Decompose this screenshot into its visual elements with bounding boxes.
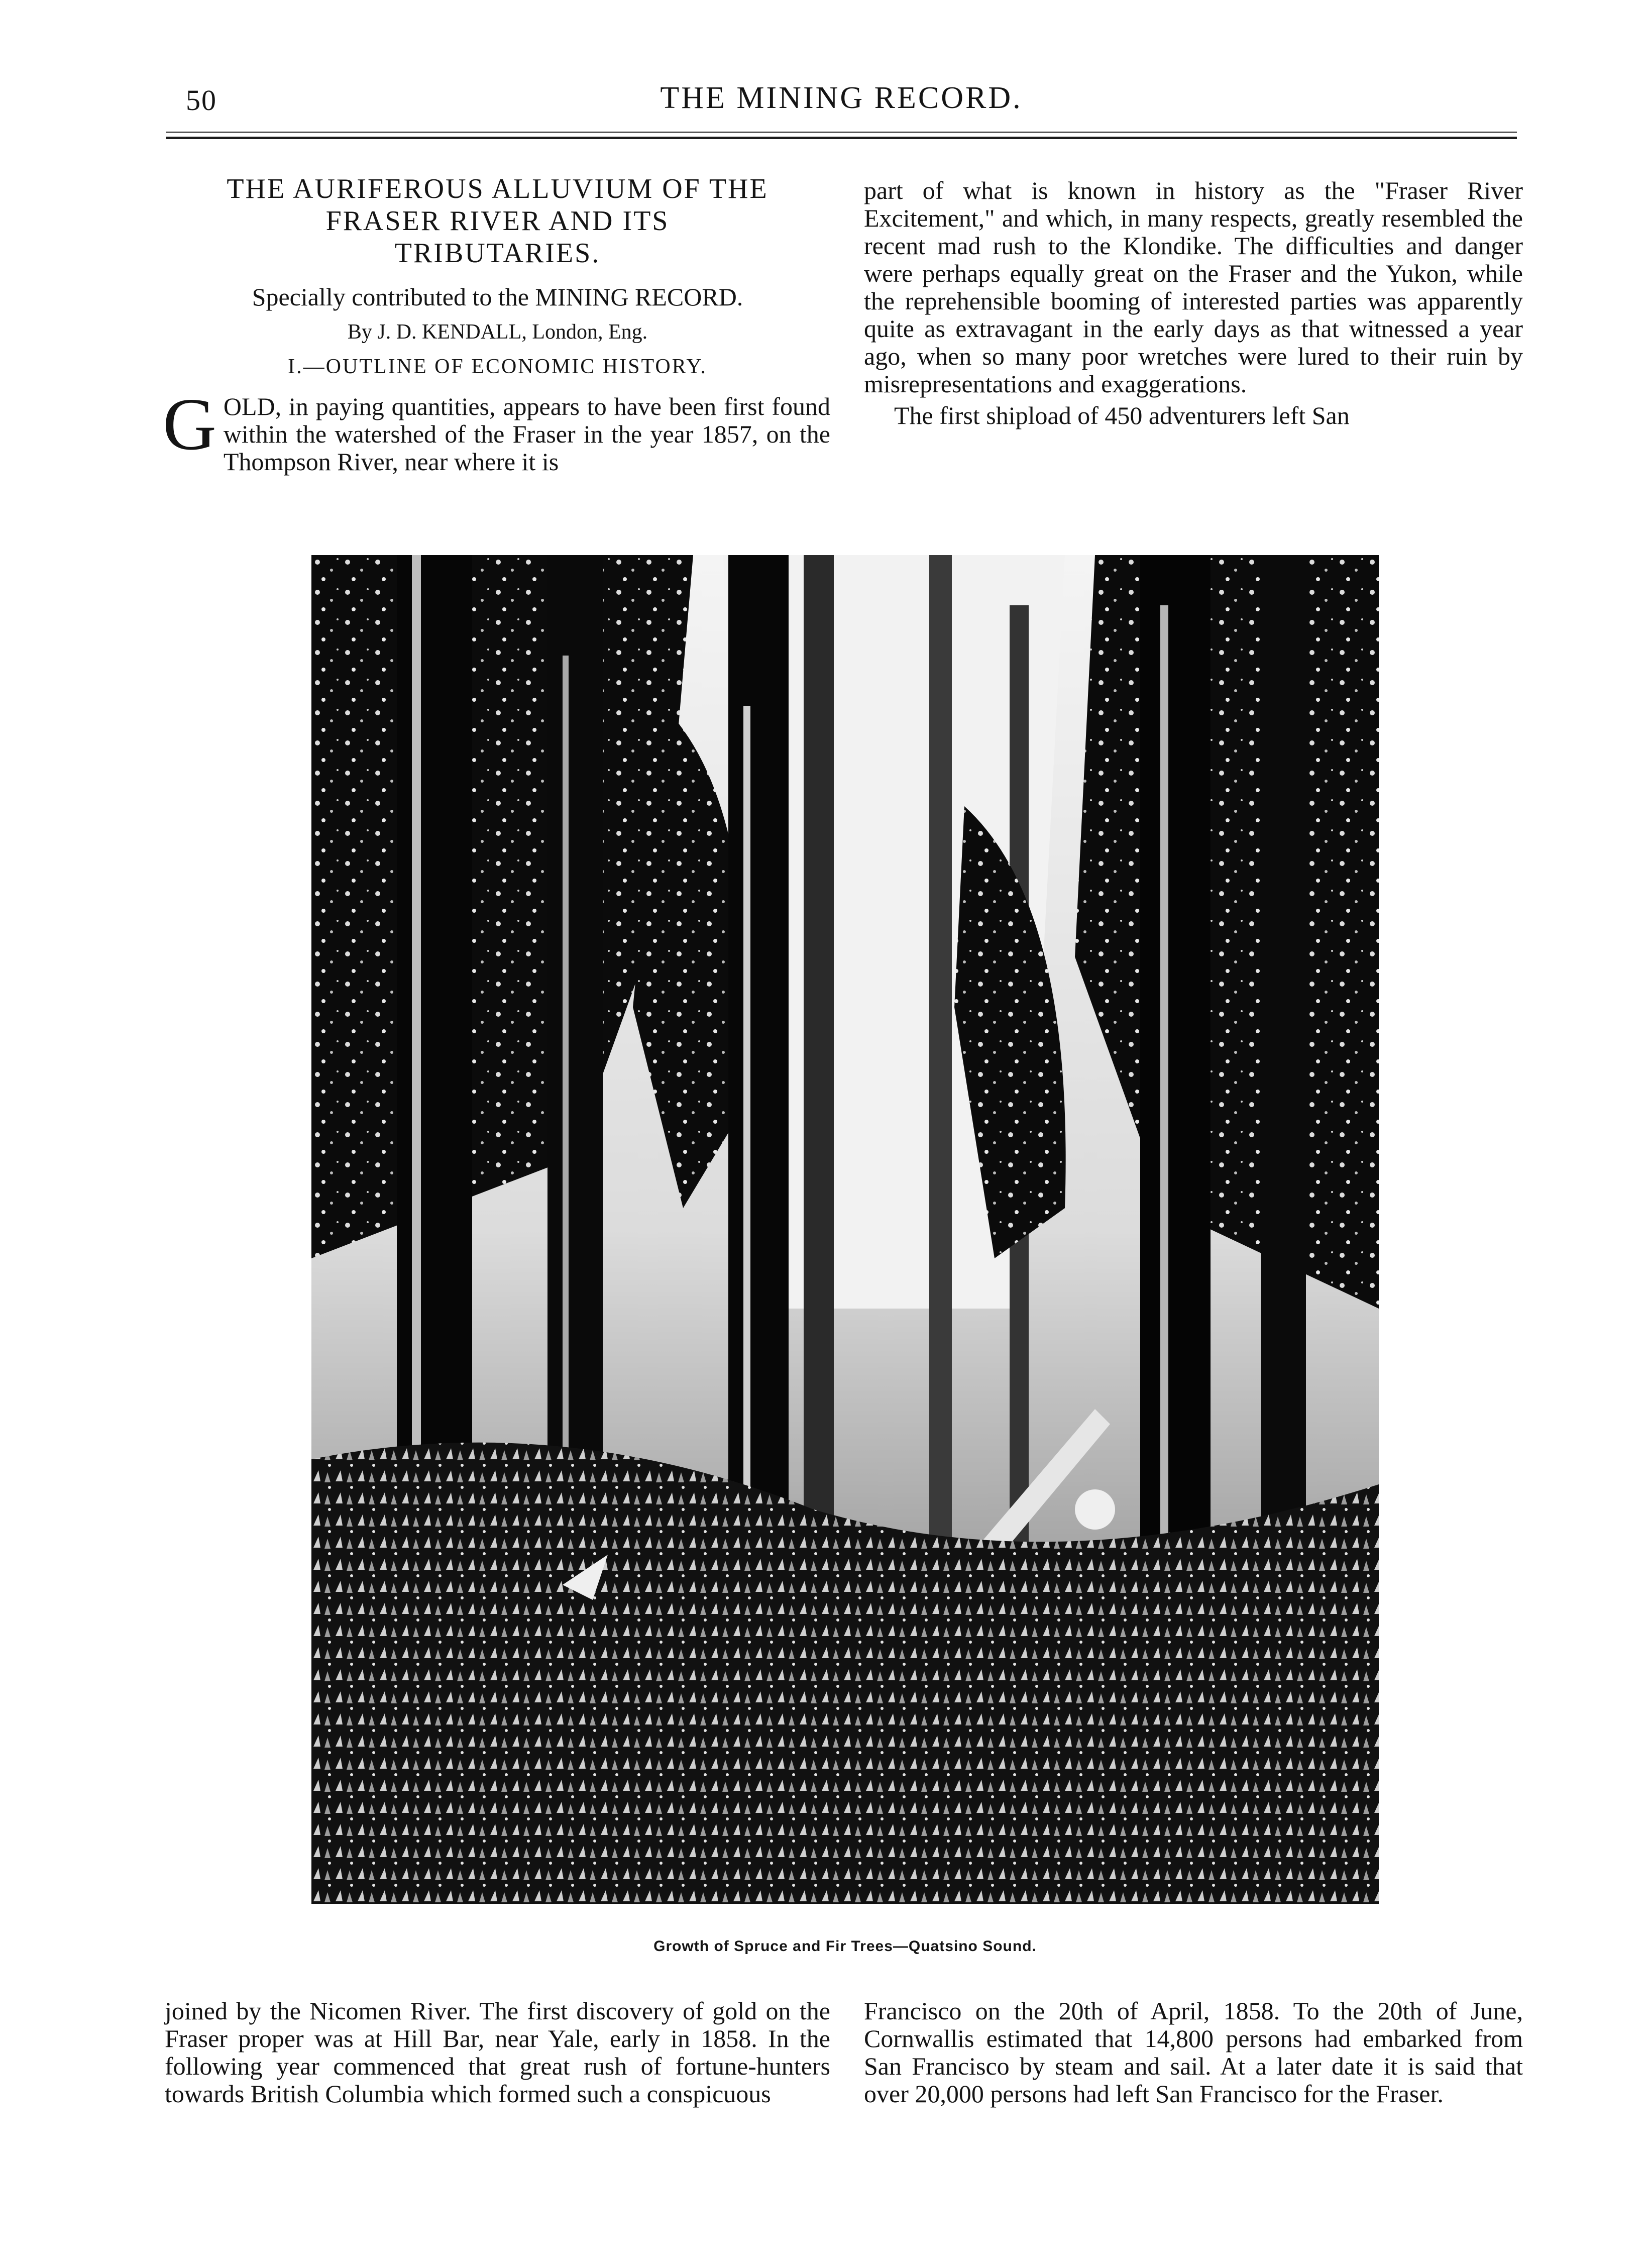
publication-title: THE MINING RECORD. (660, 81, 1023, 115)
title-line: THE AURIFEROUS ALLUVIUM OF THE (227, 173, 769, 204)
paragraph: The first shipload of 450 adventurers left San (894, 401, 1350, 429)
header-rule-bottom (166, 137, 1517, 139)
title-line: TRIBUTARIES. (394, 238, 601, 269)
paragraph: part of what is known in history as the "Fraser River Excitement," and which, in many respects, greatly resembled the recent mad rush to the Klondike. The difficulties and danger were perhaps equally great on the Fraser and the Yukon, while the reprehensible booming of interested parties was apparently quite as extravagant in the early days as that witnessed a year ago, when so many poor wretches were lured to their ruin by misrepresentations and exaggerations. (864, 176, 1523, 398)
author-byline: By J. D. KENDALL, London, Eng. (347, 320, 648, 344)
forest-illustration (311, 555, 1379, 1904)
opening-paragraph-text: OLD, in paying quantities, appears to have been first found within the watershed of the Fraser in the year 1857, on the Thompson River, near where it is (223, 392, 830, 476)
drop-cap: G (163, 383, 216, 466)
figure-caption: Growth of Spruce and Fir Trees—Quatsino Sound. (653, 1938, 1037, 1955)
forest-photograph (311, 555, 1379, 1904)
title-line: FRASER RIVER AND ITS (325, 205, 670, 237)
opening-paragraph (163, 383, 830, 476)
contribution-note: Specially contributed to the MINING RECORD. (252, 283, 743, 311)
paragraph: Francisco on the 20th of April, 1858. To the 20th of June, Cornwallis estimated that 14,800 persons had embarked from San Francisco by steam and sail. At a later date it is said that over 20,000 persons had left San Francisco for the Fraser. (864, 1997, 1523, 2108)
left-column-bottom (165, 1997, 830, 2108)
paragraph: joined by the Nicomen River. The first discovery of gold on the Fraser proper was at Hill Bar, near Yale, early in 1858. In the following year commenced that great rush of fortune-hunters towards British Columbia which formed such a conspicuous (165, 1997, 830, 2108)
running-head (166, 80, 1517, 121)
header-rule-top (166, 132, 1517, 133)
section-heading: I.—OUTLINE OF ECONOMIC HISTORY. (288, 355, 707, 378)
page-number: 50 (186, 84, 217, 117)
right-column-top (864, 177, 1523, 429)
right-column-bottom (864, 1997, 1523, 2108)
article-title (165, 173, 830, 269)
article-header (165, 173, 830, 476)
